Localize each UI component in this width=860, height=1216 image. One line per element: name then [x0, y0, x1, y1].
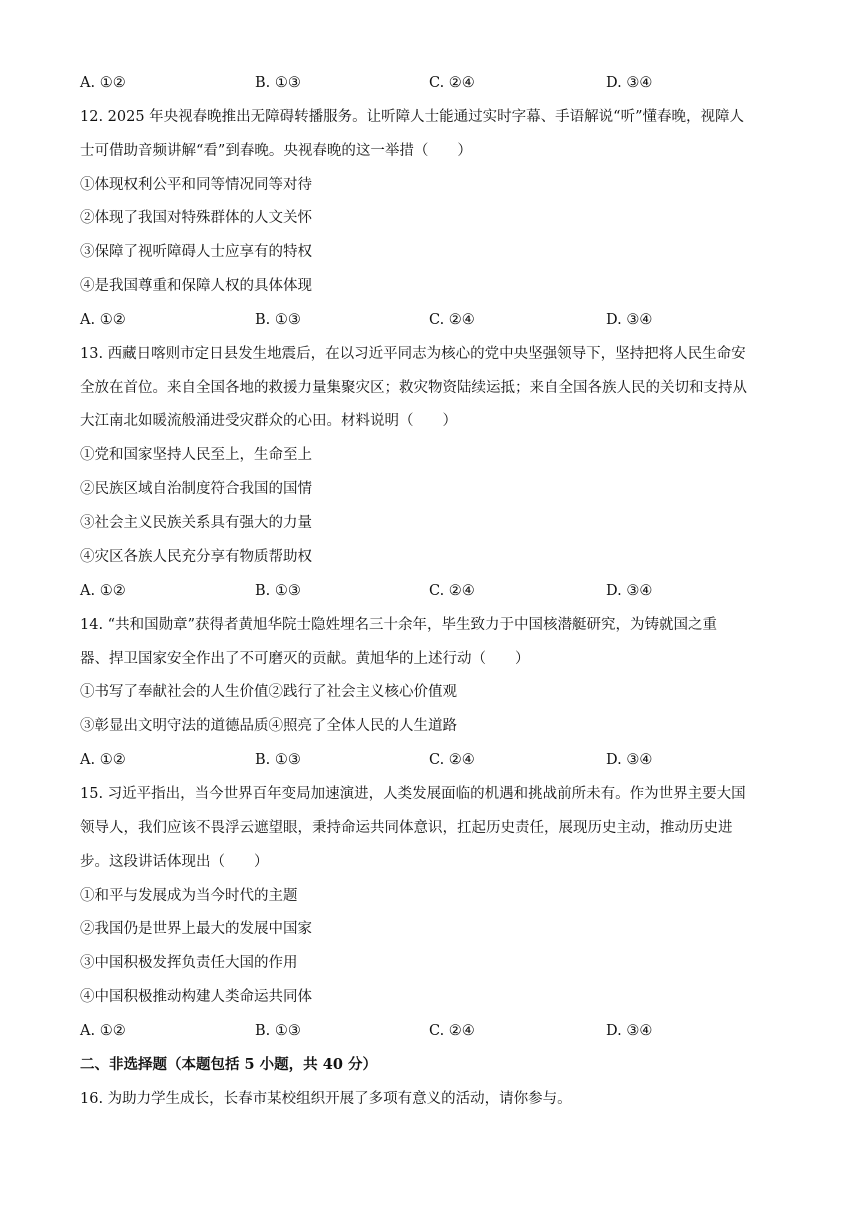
q15-item-2: ②我国仍是世界上最大的发展中国家 [80, 921, 312, 937]
q14-stem-line-2: 器、捍卫国家安全作出了不可磨灭的贡献。黄旭华的上述行动（ ） [80, 651, 530, 667]
q15-stem-line-2: 领导人，我们应该不畏浮云遮望眼，秉持命运共同体意识，扛起历史责任，展现历史主动，推动历史进 [80, 820, 733, 836]
q13-item-1: ①党和国家坚持人民至上，生命至上 [80, 447, 312, 463]
option-b[interactable]: B. ①③ [255, 752, 301, 768]
q12-options [80, 310, 780, 330]
q14-stem-line-1: 14. “共和国勋章”获得者黄旭华院士隐姓埋名三十余年，毕生致力于中国核潜艇研究，为铸就国之重 [80, 617, 717, 633]
q14-item-1: ①书写了奉献社会的人生价值②践行了社会主义核心价值观 [80, 684, 457, 700]
q15-item-3: ③中国积极发挥负责任大国的作用 [80, 955, 298, 971]
q13-item-4: ④灾区各族人民充分享有物质帮助权 [80, 549, 312, 565]
option-d[interactable]: D. ③④ [606, 75, 653, 91]
option-d[interactable]: D. ③④ [606, 312, 653, 328]
q13-stem-line-2: 全放在首位。来自全国各地的救援力量集聚灾区；救灾物资陆续运抵；来自全国各族人民的关切和支持从 [80, 380, 747, 396]
option-a[interactable]: A. ①② [80, 312, 126, 328]
prev-question-options [80, 73, 780, 93]
option-a[interactable]: A. ①② [80, 583, 126, 599]
option-a[interactable]: A. ①② [80, 752, 126, 768]
option-c[interactable]: C. ②④ [429, 1023, 475, 1039]
option-c[interactable]: C. ②④ [429, 75, 475, 91]
option-a[interactable]: A. ①② [80, 75, 126, 91]
section-heading: 二、非选择题（本题包括 5 小题，共 40 分） [80, 1056, 377, 1073]
q15-stem-line-1: 15. 习近平指出，当今世界百年变局加速演进，人类发展面临的机遇和挑战前所未有。作为世界主要大国 [80, 786, 746, 802]
option-d[interactable]: D. ③④ [606, 1023, 653, 1039]
q15-item-4: ④中国积极推动构建人类命运共同体 [80, 989, 312, 1005]
option-c[interactable]: C. ②④ [429, 752, 475, 768]
option-b[interactable]: B. ①③ [255, 312, 301, 328]
q12-stem-line-1: 12. 2025 年央视春晚推出无障碍转播服务。让听障人士能通过实时字幕、手语解说“听”懂春晚，视障人 [80, 109, 745, 125]
q13-item-3: ③社会主义民族关系具有强大的力量 [80, 515, 312, 531]
q13-stem-line-3: 大江南北如暖流般涌进受灾群众的心田。材料说明（ ） [80, 413, 457, 429]
q12-item-4: ④是我国尊重和保障人权的具体体现 [80, 278, 312, 294]
q13-item-2: ②民族区域自治制度符合我国的国情 [80, 481, 312, 497]
option-b[interactable]: B. ①③ [255, 75, 301, 91]
q15-options [80, 1021, 780, 1041]
option-c[interactable]: C. ②④ [429, 312, 475, 328]
q13-options [80, 581, 780, 601]
q12-stem-line-2: 士可借助音频讲解“看”到春晚。央视春晚的这一举措（ ） [80, 143, 472, 159]
option-d[interactable]: D. ③④ [606, 752, 653, 768]
q12-item-1: ①体现权利公平和同等情况同等对待 [80, 177, 312, 193]
q12-item-3: ③保障了视听障碍人士应享有的特权 [80, 244, 312, 260]
option-b[interactable]: B. ①③ [255, 1023, 301, 1039]
option-d[interactable]: D. ③④ [606, 583, 653, 599]
option-b[interactable]: B. ①③ [255, 583, 301, 599]
option-c[interactable]: C. ②④ [429, 583, 475, 599]
q14-item-2: ③彰显出文明守法的道德品质④照亮了全体人民的人生道路 [80, 718, 457, 734]
q12-item-2: ②体现了我国对特殊群体的人文关怀 [80, 210, 312, 226]
q15-item-1: ①和平与发展成为当今时代的主题 [80, 888, 298, 904]
option-a[interactable]: A. ①② [80, 1023, 126, 1039]
q15-stem-line-3: 步。这段讲话体现出（ ） [80, 854, 269, 870]
q14-options [80, 750, 780, 770]
q13-stem-line-1: 13. 西藏日喀则市定日县发生地震后，在以习近平同志为核心的党中央坚强领导下，坚持把将人民生命安 [80, 346, 746, 362]
q16-stem: 16. 为助力学生成长，长春市某校组织开展了多项有意义的活动，请你参与。 [80, 1091, 572, 1107]
